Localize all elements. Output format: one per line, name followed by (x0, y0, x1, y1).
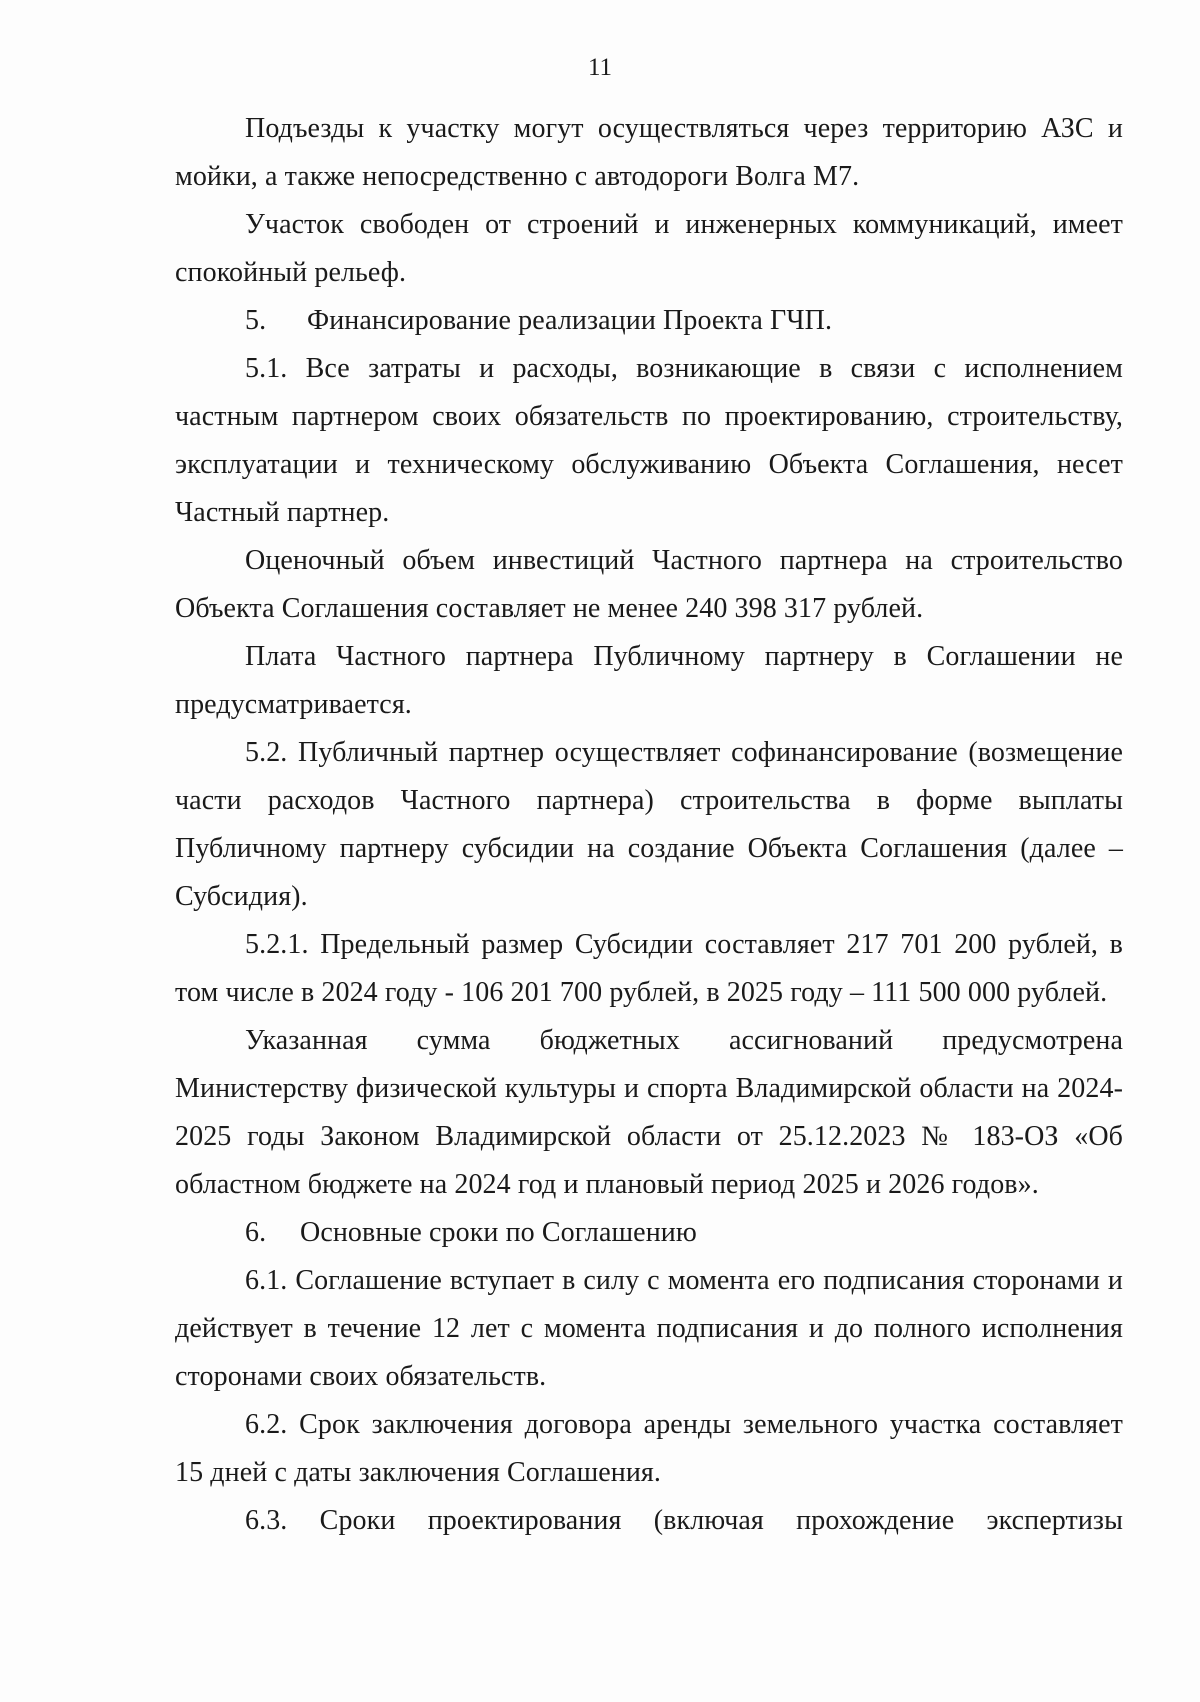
paragraph-site-free: Участок свободен от строений и инженерных коммуникаций, имеет спокойный рельеф. (175, 209, 1123, 288)
paragraph-fee: Плата Частного партнера Публичному партнеру в Соглашении не предусматривается. (175, 641, 1123, 720)
paragraph-5-2-1: 5.2.1. Предельный размер Субсидии составляет 217 701 200 рублей, в том числе в 2024 году - 106 201 700 рублей, в 2025 году – 111 500 000 рублей. (175, 929, 1123, 1008)
page-number: 11 (587, 54, 613, 81)
section-5-heading (175, 297, 1123, 345)
paragraph-budget: Указанная сумма бюджетных ассигнований предусмотрена Министерству физической культуры и спорта Владимирской области на 2024-2025 годы Законом Владимирской области от 25.12.2023 № 183-ОЗ «Об областном бюджете на 2024 год и плановый период 2025 и 2026 годов». (175, 1025, 1123, 1200)
paragraph-6-3: 6.3. Сроки проектирования (включая прохождение экспертизы (245, 1505, 1123, 1536)
paragraph-6-2: 6.2. Срок заключения договора аренды земельного участка составляет 15 дней с даты заключения Соглашения. (175, 1409, 1123, 1488)
section-6-title: Основные сроки по Соглашению (300, 1217, 697, 1248)
section-5-number: 5. (245, 305, 267, 336)
paragraph-6-1: 6.1. Соглашение вступает в силу с момента его подписания сторонами и действует в течение 12 лет с момента подписания и до полного исполнения сторонами своих обязательств. (175, 1265, 1123, 1392)
section-6-number: 6. (245, 1217, 267, 1248)
paragraph-investment: Оценочный объем инвестиций Частного партнера на строительство Объекта Соглашения составляет не менее 240 398 317 рублей. (175, 545, 1123, 624)
document-body (175, 105, 1123, 1545)
paragraph-5-1: 5.1. Все затраты и расходы, возникающие в связи с исполнением частным партнером своих обязательств по проектированию, строительству, эксплуатации и техническому обслуживанию Объекта Соглашения, несет Частный партнер. (175, 353, 1123, 528)
section-6-heading (175, 1209, 1123, 1257)
paragraph-access-roads: Подъезды к участку могут осуществляться через территорию АЗС и мойки, а также непосредственно с автодороги Волга М7. (175, 113, 1123, 192)
paragraph-5-2: 5.2. Публичный партнер осуществляет софинансирование (возмещение части расходов Частного партнера) строительства в форме выплаты Публичному партнеру субсидии на создание Объекта Соглашения (далее – Субсидия). (175, 737, 1123, 912)
section-5-title: Финансирование реализации Проекта ГЧП. (307, 305, 833, 336)
